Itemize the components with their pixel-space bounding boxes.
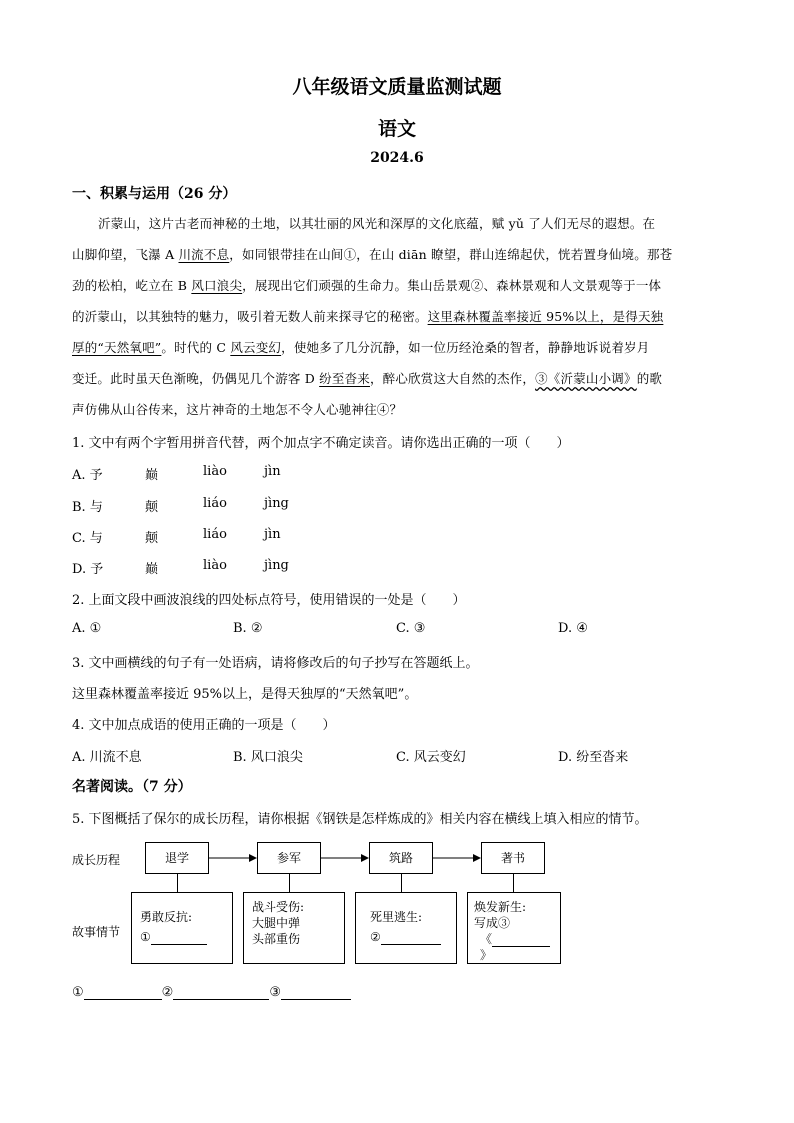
plot-text: 》 (480, 948, 493, 962)
q1-option-cell: jìn (264, 464, 281, 479)
q1-option-c[interactable]: C. 与 (72, 531, 103, 546)
q1-option-cell: jìng (264, 496, 289, 511)
q3-sentence: 这里森林覆盖率接近 95%以上，是得天独厚的“天然氧吧”。 (72, 687, 418, 702)
plot-text: 死里逃生: (370, 910, 423, 924)
q1-option-cell: jìng (264, 558, 289, 573)
q4-option-d[interactable]: D. 纷至沓来 (558, 750, 629, 765)
section1-heading: 一、积累与运用（26 分） (72, 186, 237, 202)
passage-line: 声仿佛从山谷传来，这片神奇的土地怎不令人心驰神往④？ (72, 402, 403, 417)
q3-stem: 3. 文中画横线的句子有一处语病，请将修改后的句子抄写在答题纸上。 (72, 656, 479, 671)
idiom-c: 风云变幻 (230, 340, 282, 355)
answer-lines (72, 985, 351, 1000)
text-span: ，使她多了几分沉静，如一位历经沧桑的智者，静静地诉说着岁月 (281, 340, 650, 355)
plot-text: 大腿中弹 (252, 916, 301, 930)
subject-title: 语文 (377, 118, 416, 140)
q1-option-cell: liáo (203, 527, 227, 542)
q1-option-cell: jìn (264, 527, 281, 542)
faulty-sentence-part2: 厚的“天然氧吧” (72, 340, 162, 355)
idiom-b: 风口浪尖 (191, 278, 243, 293)
text-span: 。时代的 C (161, 340, 231, 355)
text-span: 山脚仰望，飞瀑 A (72, 247, 179, 262)
q1-option-cell: liào (203, 558, 227, 573)
plot-text: ② (370, 930, 381, 944)
q4-option-b[interactable]: B. 风口浪尖 (233, 750, 303, 765)
stage-box: 退学 (145, 842, 209, 874)
answer-label-2: ② (161, 985, 174, 1000)
plot-blank-line (474, 931, 554, 963)
passage-line (72, 307, 663, 325)
passage-line (72, 276, 661, 294)
answer-blank-1[interactable] (151, 944, 207, 945)
plot-text: 勇敢反抗: (140, 910, 193, 924)
song-title: ③《沂蒙山小调》 (535, 371, 637, 386)
connector (289, 874, 290, 892)
q1-option-d[interactable]: D. 予 (72, 562, 104, 577)
arrow-right-icon (209, 851, 257, 865)
q1-option-cell: liào (203, 464, 227, 479)
q1-option-cell: 颠 (145, 500, 159, 515)
q1-option-b[interactable]: B. 与 (72, 500, 103, 515)
q4-option-a[interactable]: A. 川流不息 (72, 750, 142, 765)
row-label-stages: 成长历程 (72, 853, 121, 867)
q1-option-cell: 巅 (145, 562, 159, 577)
q1-option-cell: 颠 (145, 531, 159, 546)
passage-line: 沂蒙山，这片古老而神秘的土地，以其壮丽的风光和深厚的文化底蕴，赋 yǔ 了人们无尽的遐想。在 (98, 216, 656, 231)
text-span: 劲的松柏，屹立在 B (72, 278, 192, 293)
idiom-a: 川流不息 (178, 247, 230, 262)
plot-blank-line (364, 929, 448, 945)
answer-blank-3[interactable] (492, 946, 550, 947)
q5-stem: 5. 下图概括了保尔的成长历程，请你根据《钢铁是怎样炼成的》相关内容在横线上填入相应的情节。 (72, 812, 648, 827)
connector (401, 874, 402, 892)
stage-box: 筑路 (369, 842, 433, 874)
answer-line-3[interactable] (281, 999, 351, 1000)
answer-line-2[interactable] (173, 999, 269, 1000)
plot-box-1 (131, 892, 233, 964)
exam-date: 2024.6 (370, 150, 424, 166)
faulty-sentence-part1: 这里森林覆盖率接近 95%以上，是得天独 (427, 309, 664, 324)
answer-label-1: ① (72, 985, 84, 1000)
section2-heading: 名著阅读。（7 分） (72, 779, 192, 795)
answer-blank-2[interactable] (381, 944, 441, 945)
arrow-right-icon (321, 851, 369, 865)
plot-text: 《 (480, 932, 493, 946)
stage-box: 著书 (481, 842, 545, 874)
arrow-right-icon (433, 851, 481, 865)
q1-option-cell: 巅 (145, 468, 159, 483)
passage-line (72, 369, 662, 387)
text-span: 的歌 (636, 371, 663, 386)
stage-box: 参军 (257, 842, 321, 874)
q1-stem: 1. 文中有两个字暂用拼音代替，两个加点字不确定读音。请你选出正确的一项（ ） (72, 436, 570, 451)
passage-line (72, 338, 649, 356)
q4-option-c[interactable]: C. 风云变幻 (396, 750, 466, 765)
plot-text: 焕发新生: (474, 900, 527, 914)
connector (177, 874, 178, 892)
q2-stem: 2. 上面文段中画波浪线的四处标点符号，使用错误的一处是（ ） (72, 593, 466, 608)
exam-title: 八年级语文质量监测试题 (292, 76, 502, 98)
text-span: 的沂蒙山，以其独特的魅力，吸引着无数人前来探寻它的秘密。 (72, 309, 428, 324)
idiom-d: 纷至沓来 (319, 371, 370, 386)
plot-box-2 (243, 892, 345, 964)
answer-line-1[interactable] (84, 999, 162, 1000)
plot-text: 写成③ (474, 916, 511, 930)
row-label-plots: 故事情节 (72, 925, 121, 939)
q2-option-b[interactable]: B. ② (233, 621, 263, 636)
q4-stem: 4. 文中加点成语的使用正确的一项是（ ） (72, 718, 336, 733)
q2-option-a[interactable]: A. ① (72, 621, 102, 636)
plot-text: 战斗受伤: (252, 900, 305, 914)
plot-text: ① (140, 930, 151, 944)
connector (513, 874, 514, 892)
text-span: ，醉心欣赏这大自然的杰作， (369, 371, 536, 386)
plot-text: 头部重伤 (252, 932, 301, 946)
plot-box-4 (467, 892, 561, 964)
text-span: 变迁。此时虽天色渐晚，仍偶见几个游客 D (72, 371, 320, 386)
answer-label-3: ③ (269, 985, 281, 1000)
text-span: ，展现出它们顽强的生命力。集山岳景观②、森林景观和人文景观等于一体 (242, 278, 662, 293)
q2-option-d[interactable]: D. ④ (558, 621, 588, 636)
plot-box-3 (355, 892, 457, 964)
q1-option-cell: liáo (203, 496, 227, 511)
plot-blank-line (140, 929, 224, 945)
text-span: ，如同银带挂在山间①，在山 diān 瞭望，群山连绵起伏，恍若置身仙境。那苍 (229, 247, 673, 262)
passage-line (72, 245, 672, 263)
q1-option-a[interactable]: A. 予 (72, 468, 103, 483)
q2-option-c[interactable]: C. ③ (396, 621, 426, 636)
